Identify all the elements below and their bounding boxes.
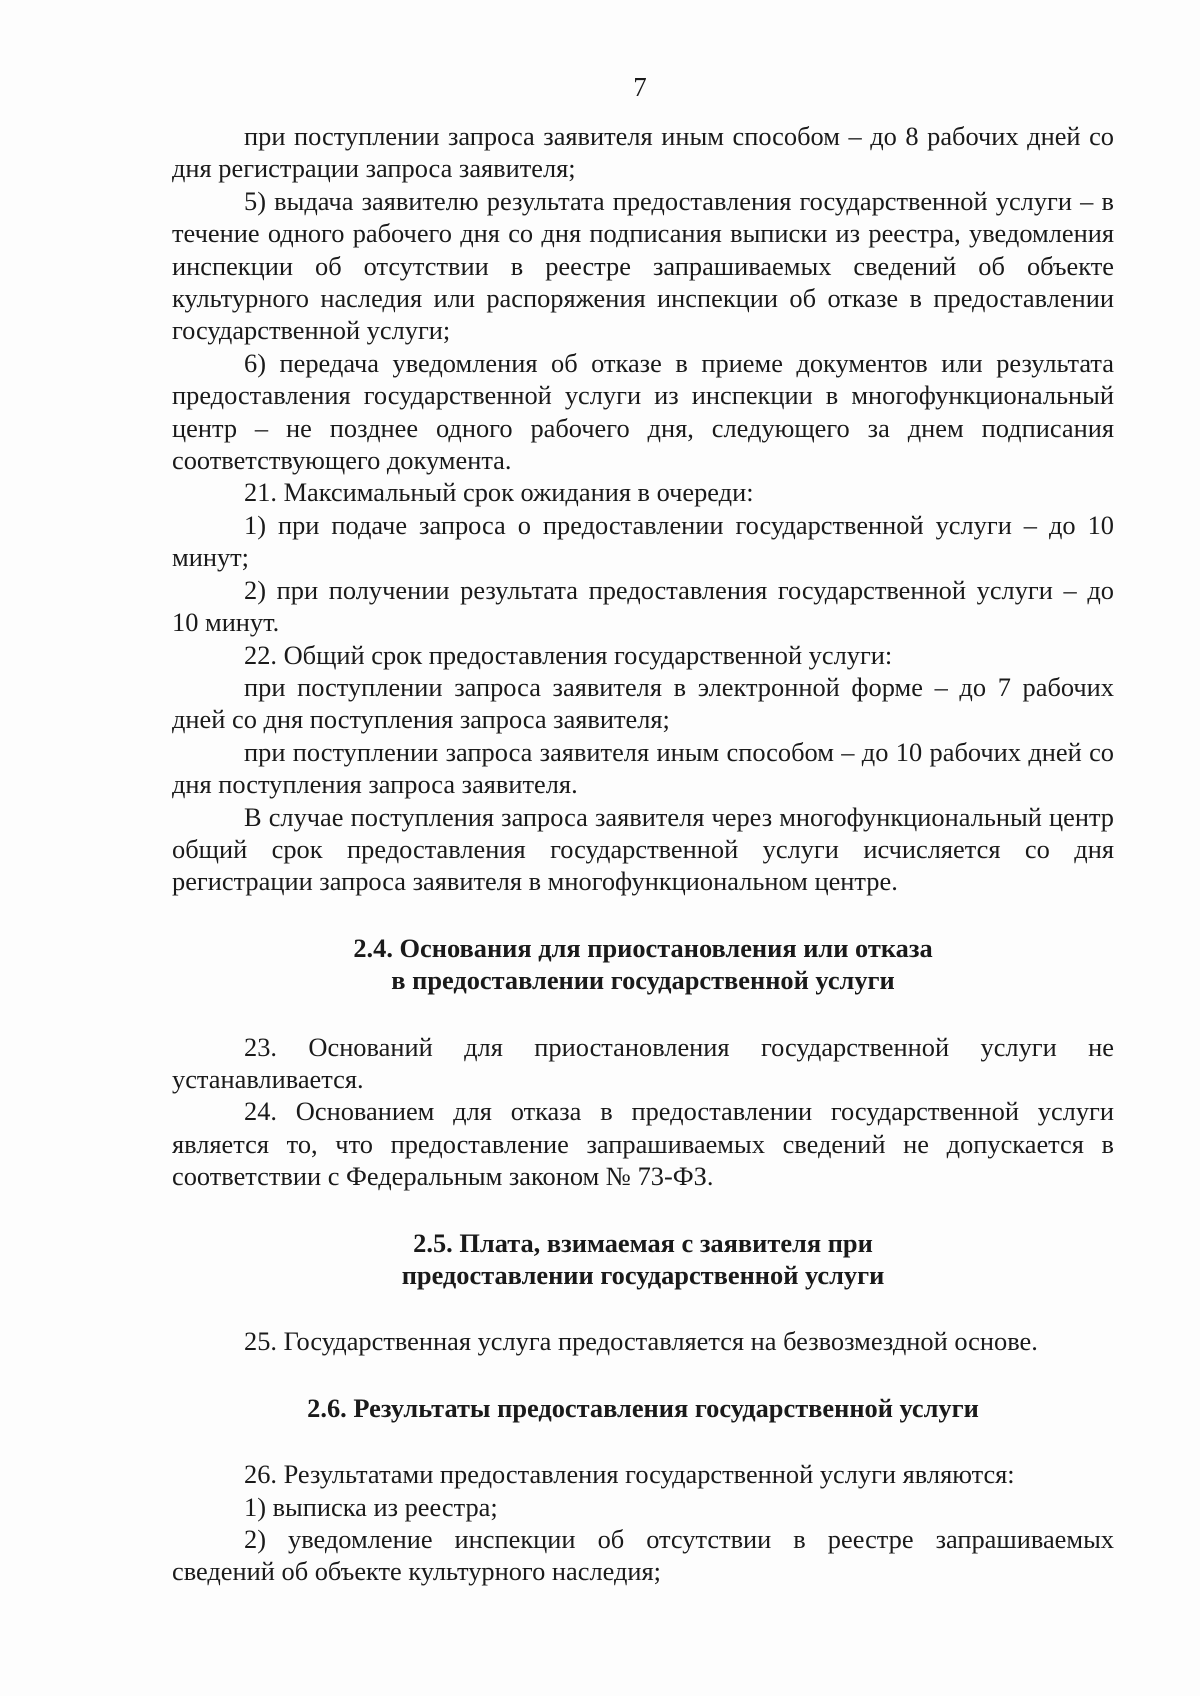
paragraph: 21. Максимальный срок ожидания в очереди: [244,477,754,508]
section-heading-2-4-line1: 2.4. Основания для приостановления или отказа [353,932,933,963]
paragraph: 24. Основанием для отказа в предоставлении государственной услуги является то, что предоставление запрашиваемых сведений не допускается в соответствии с Федеральным законом № 73-ФЗ. [172,1096,1114,1192]
paragraph: 6) передача уведомления об отказе в приеме документов или результата предоставления государственной услуги из инспекции в многофункциональный центр – не позднее одного рабочего дня, следующего за днем подписания соответствующего документа. [172,347,1114,476]
section-heading-2-5-line2: предоставлении государственной услуги [401,1260,885,1290]
document-body [172,120,1114,1588]
page-number: 7 [633,72,647,102]
paragraph: 5) выдача заявителю результата предоставления государственной услуги – в течение одного рабочего дня со дня подписания выписки из реестра, уведомления инспекции об отсутствии в реестре запрашиваемых сведений об объекте культурного наследия или распоряжения инспекции об отказе в предоставлении государственной услуги; [172,185,1114,346]
paragraph: 22. Общий срок предоставления государственной услуги: [244,639,893,670]
paragraph: при поступлении запроса заявителя иным способом – до 10 рабочих дней со дня поступления запроса заявителя. [172,736,1114,800]
paragraph: 1) выписка из реестра; [244,1491,498,1522]
paragraph: при поступлении запроса заявителя иным способом – до 8 рабочих дней со дня регистрации запроса заявителя; [172,121,1114,184]
spacer [172,1358,1114,1392]
section-heading-2-4-line2: в предоставлении государственной услуги [391,965,895,996]
spacer [172,997,1114,1031]
spacer [172,1291,1114,1325]
section-heading-2-6: 2.6. Результаты предоставления государственной услуги [307,1392,979,1423]
paragraph: 2) уведомление инспекции об отсутствии в реестре запрашиваемых сведений об объекте культурного наследия; [172,1524,1114,1587]
paragraph: при поступлении запроса заявителя в электронной форме – до 7 рабочих дней со дня поступления запроса заявителя; [172,671,1114,735]
spacer [172,1424,1114,1458]
spacer [172,1193,1114,1227]
paragraph: 23. Оснований для приостановления государственной услуги не устанавливается. [172,1031,1114,1094]
spacer [172,898,1114,932]
paragraph: 26. Результатами предоставления государственной услуги являются: [244,1459,1015,1490]
paragraph: В случае поступления запроса заявителя через многофункциональный центр общий срок предоставления государственной услуги исчисляется со дня регистрации запроса заявителя в многофункциональном центре. [172,801,1114,897]
paragraph: 1) при подаче запроса о предоставлении государственной услуги – до 10 минут; [172,509,1114,573]
section-heading-2-5-line1: 2.5. Плата, взимаемая с заявителя при [413,1227,873,1258]
paragraph: 25. Государственная услуга предоставляется на безвозмездной основе. [244,1326,1038,1357]
paragraph: 2) при получении результата предоставления государственной услуги – до 10 минут. [172,574,1114,638]
